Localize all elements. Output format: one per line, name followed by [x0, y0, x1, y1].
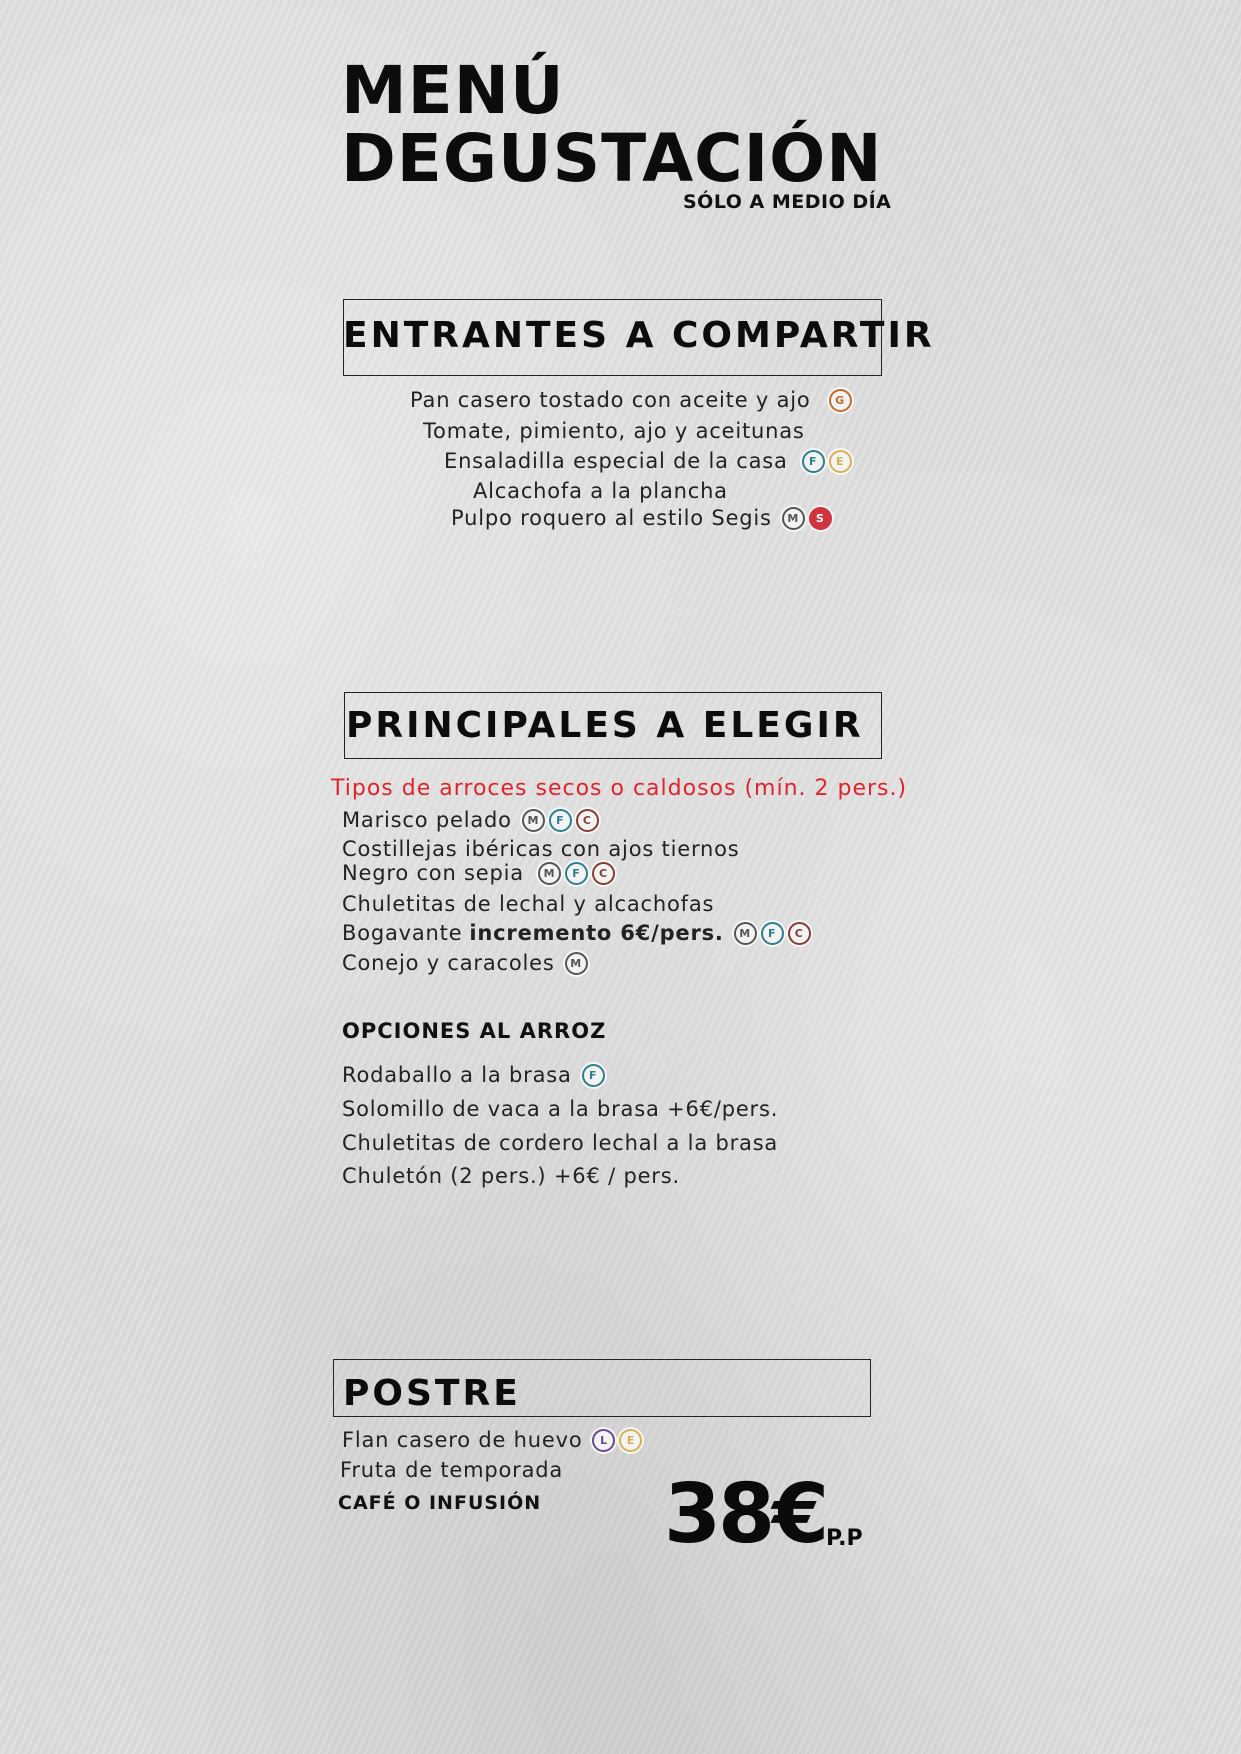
allergen-icons: [565, 952, 588, 975]
entrantes-item: [473, 479, 728, 503]
egg-allergen-icon: E: [619, 1429, 642, 1452]
dessert-item: [342, 1428, 642, 1452]
dish-name: Rodaballo a la brasa: [342, 1063, 572, 1087]
fish-allergen-icon: F: [565, 862, 588, 885]
price-increment: incremento 6€/pers.: [469, 921, 724, 945]
menu-title-line2: DEGUSTACIÓN: [341, 120, 883, 197]
dish-name: Tomate, pimiento, ajo y aceitunas: [423, 419, 805, 443]
option-item: [342, 1164, 680, 1188]
crustacean-allergen-icon: C: [788, 922, 811, 945]
milk-allergen-icon: L: [592, 1429, 615, 1452]
principales-section-title: PRINCIPALES A ELEGIR: [346, 705, 864, 746]
dish-name: Chuletón (2 pers.) +6€ / pers.: [342, 1164, 680, 1188]
dish-name: Chuletitas de lechal y alcachofas: [342, 892, 715, 916]
rice-types-heading: Tipos de arroces secos o caldosos (mín. 2 pers.): [331, 776, 908, 801]
menu-title-line1: MENÚ: [341, 52, 565, 129]
allergen-icons: [829, 389, 852, 412]
fish-allergen-icon: F: [549, 809, 572, 832]
dish-name: Conejo y caracoles: [342, 951, 555, 975]
allergen-icons: [538, 862, 615, 885]
entrantes-item: [423, 419, 805, 443]
dish-name: Negro con sepia: [342, 861, 524, 885]
allergen-icons: [734, 922, 811, 945]
rice-item: [342, 892, 714, 916]
mollusc-allergen-icon: M: [782, 507, 805, 530]
option-item: [342, 1131, 778, 1155]
fish-allergen-icon: F: [582, 1064, 605, 1087]
dish-name: Alcachofa a la plancha: [473, 479, 728, 503]
dish-name: Bogavante: [342, 921, 463, 945]
dish-name: Pulpo roquero al estilo Segis: [451, 506, 772, 530]
crustacean-allergen-icon: C: [592, 862, 615, 885]
rice-item: [342, 808, 599, 832]
crustacean-allergen-icon: C: [576, 809, 599, 832]
gluten-allergen-icon: G: [829, 389, 852, 412]
fish-allergen-icon: F: [761, 922, 784, 945]
dish-name: Pan casero tostado con aceite y ajo: [410, 388, 811, 412]
rice-item: [342, 951, 588, 975]
rice-item: [342, 861, 615, 885]
entrantes-section-title: ENTRANTES A COMPARTIR: [343, 315, 935, 356]
allergen-icons: [592, 1429, 642, 1452]
rice-item: [342, 837, 740, 861]
mollusc-allergen-icon: M: [565, 952, 588, 975]
option-item: [342, 1097, 778, 1121]
allergen-icons: [522, 809, 599, 832]
menu-subtitle: SÓLO A MEDIO DÍA: [683, 191, 892, 213]
option-item: [342, 1063, 605, 1087]
dish-name: Ensaladilla especial de la casa: [444, 449, 788, 473]
fish-allergen-icon: F: [802, 450, 825, 473]
dish-name: Fruta de temporada: [340, 1458, 564, 1482]
postre-section-title: POSTRE: [343, 1373, 521, 1414]
price-per-person: P.P: [826, 1526, 863, 1551]
rice-item: [342, 921, 811, 945]
mollusc-allergen-icon: M: [522, 809, 545, 832]
dish-name: Flan casero de huevo: [342, 1428, 583, 1452]
mollusc-allergen-icon: M: [734, 922, 757, 945]
allergen-icons: [802, 450, 852, 473]
egg-allergen-icon: E: [829, 450, 852, 473]
menu-price: 38€: [664, 1467, 827, 1562]
rice-options-heading: OPCIONES AL ARROZ: [342, 1019, 607, 1043]
dish-name: Chuletitas de cordero lechal a la brasa: [342, 1131, 779, 1155]
allergen-icons: [582, 1064, 605, 1087]
dish-name: Costillejas ibéricas con ajos tiernos: [342, 837, 740, 861]
dish-name: Solomillo de vaca a la brasa +6€/pers.: [342, 1097, 779, 1121]
allergen-icons: [782, 507, 832, 530]
entrantes-item: [444, 449, 852, 473]
coffee-label: CAFÉ O INFUSIÓN: [338, 1492, 542, 1514]
mollusc-allergen-icon: M: [538, 862, 561, 885]
dish-name: Marisco pelado: [342, 808, 512, 832]
entrantes-item: [410, 388, 852, 412]
entrantes-item: [451, 506, 832, 530]
sulphite-allergen-icon: S: [809, 507, 832, 530]
dessert-item: [340, 1458, 563, 1482]
